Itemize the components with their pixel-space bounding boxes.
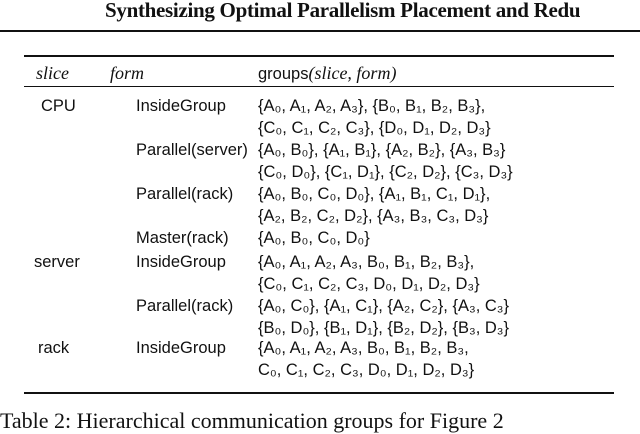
groups-cell-line: {A₀, B₀}, {A₁, B₁}, {A₂, B₂}, {A₃, B₃} [258,141,506,159]
column-header-form: form [110,63,145,83]
slice-cell: server [34,253,80,271]
groups-cell-line: {A₀, B₀, C₀, D₀} [258,229,370,247]
table-header-rule [24,86,614,87]
groups-cell-line: {A₀, A₁, A₂, A₃}, {B₀, B₁, B₂, B₃}, [258,97,486,115]
groups-cell-line: {B₀, D₀}, {B₁, D₁}, {B₂, D₂}, {B₃, D₃} [258,319,510,337]
form-cell: InsideGroup [136,339,226,357]
running-header-title: Synthesizing Optimal Parallelism Placement and Redu [105,0,581,22]
groups-cell-line: {A₀, B₀, C₀, D₀}, {A₁, B₁, C₁, D₁}, [258,185,491,203]
groups-cell-line: {A₀, A₁, A₂, A₃, B₀, B₁, B₂, B₃}, [258,253,475,271]
table-bottom-rule [24,392,614,394]
groups-cell-line: {A₀, C₀}, {A₁, C₁}, {A₂, C₂}, {A₃, C₃} [258,297,510,315]
form-cell: InsideGroup [136,97,226,115]
form-cell: Parallel(rack) [136,185,234,203]
groups-args: (slice, form) [308,63,397,83]
column-header-groups [258,62,396,85]
groups-cell-line: {C₀, C₁, C₂, C₃, D₀, D₁, D₂, D₃} [258,275,480,293]
groups-cell-line: {C₀, C₁, C₂, C₃}, {D₀, D₁, D₂, D₃} [258,119,491,137]
form-cell: Parallel(server) [136,141,248,159]
column-header-slice: slice [36,63,69,83]
groups-label: groups [258,65,309,83]
table-top-rule [24,55,614,57]
groups-cell-line: C₀, C₁, C₂, C₃, D₀, D₁, D₂, D₃} [258,361,475,379]
groups-cell-line: {A₂, B₂, C₂, D₂}, {A₃, B₃, C₃, D₃} [258,207,489,225]
form-cell: Parallel(rack) [136,297,234,315]
slice-cell: CPU [41,97,76,115]
form-cell: Master(rack) [136,229,229,247]
form-cell: InsideGroup [136,253,226,271]
groups-cell-line: {C₀, D₀}, {C₁, D₁}, {C₂, D₂}, {C₃, D₃} [258,163,513,181]
table-caption: Table 2: Hierarchical communication groups for Figure 2 [0,408,504,433]
groups-cell-line: {A₀, A₁, A₂, A₃, B₀, B₁, B₂, B₃, [258,339,469,357]
header-rule [0,30,640,32]
slice-cell: rack [38,339,70,357]
